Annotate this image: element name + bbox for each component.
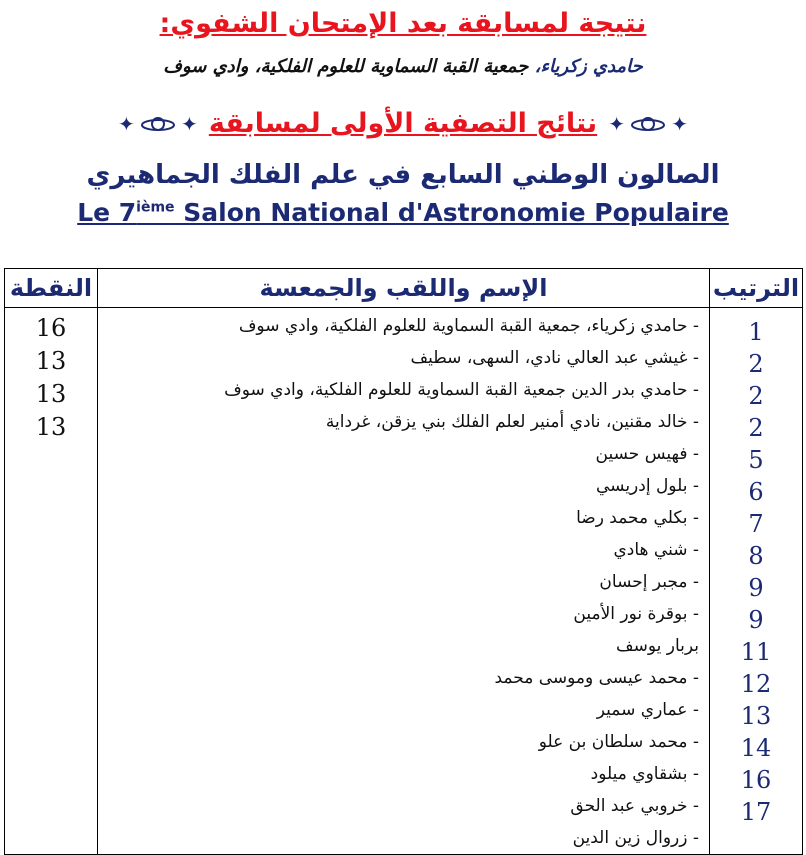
list-item: - محمد عيسى وموسى محمد bbox=[494, 668, 699, 688]
list-item: - عماري سمير bbox=[596, 700, 699, 720]
result-title bbox=[0, 8, 806, 39]
list-item: بربار يوسف bbox=[616, 636, 699, 656]
star-ornament-mid-right: ✦ bbox=[608, 111, 626, 136]
rank-cell: 12 bbox=[740, 670, 772, 698]
list-item: - خروبي عبد الحق bbox=[570, 796, 699, 816]
list-item: - محمد سلطان بن علو bbox=[538, 732, 699, 752]
rank-cell: 14 bbox=[740, 734, 772, 762]
list-item: - بشقاوي ميلود bbox=[590, 764, 699, 784]
rank-cell: 5 bbox=[748, 446, 764, 474]
salon-title-arabic: الصالون الوطني السابع في علم الفلك الجماهيري bbox=[86, 160, 720, 190]
list-item: - حامدي زكرياء، جمعية القبة السماوية للعلوم الفلكية، وادي سوف bbox=[238, 316, 699, 336]
rank-cell: 11 bbox=[740, 638, 772, 666]
rank-cell: 9 bbox=[748, 574, 764, 602]
list-item: - زروال زين الدين bbox=[572, 828, 699, 848]
list-item: - حامدي بدر الدين جمعية القبة السماوية للعلوم الفلكية، وادي سوف bbox=[224, 380, 699, 400]
winner-name: حامدي زكرياء، bbox=[534, 56, 643, 77]
rank-cell: 2 bbox=[748, 382, 764, 410]
planet-icon-right bbox=[630, 112, 666, 136]
rank-cell: 2 bbox=[748, 350, 764, 378]
table-body-row bbox=[5, 308, 803, 855]
rank-cell: 6 bbox=[748, 478, 764, 506]
rank-cell: 2 bbox=[748, 414, 764, 442]
table-header-row bbox=[5, 269, 803, 308]
list-item: - بلول إدريسي bbox=[595, 476, 699, 496]
list-item: - بوقرة نور الأمين bbox=[573, 604, 699, 624]
star-ornament-mid-left: ✦ bbox=[180, 111, 198, 136]
winner-line bbox=[0, 56, 806, 77]
star-ornament-right: ✦ bbox=[671, 111, 688, 136]
header-name: الإسم واللقب والجمعسة bbox=[98, 269, 710, 308]
planet-icon-left bbox=[140, 112, 176, 136]
score-cell: 16 bbox=[35, 314, 67, 342]
list-item: - غيشي عبد العالي نادي، السهى، سطيف bbox=[410, 348, 699, 368]
rank-cell: 13 bbox=[740, 702, 772, 730]
rank-column bbox=[710, 308, 802, 828]
winner-association: جمعية القبة السماوية للعلوم الفلكية، وادي سوف bbox=[163, 56, 529, 77]
list-item: - مجبر إحسان bbox=[599, 572, 699, 592]
score-cell: 13 bbox=[35, 413, 67, 441]
score-cell: 13 bbox=[35, 380, 67, 408]
salon-title-french: Le 7ième Salon National d'Astronomie Populaire bbox=[77, 198, 729, 227]
rank-cell: 8 bbox=[748, 542, 764, 570]
score-cell: 13 bbox=[35, 347, 67, 375]
results-table bbox=[4, 268, 803, 855]
rank-cell: 17 bbox=[740, 798, 772, 826]
list-item: - فهيس حسين bbox=[595, 444, 699, 464]
list-item: - بكلي محمد رضا bbox=[576, 508, 699, 528]
result-title-text: نتيجة لمسابقة بعد الإمتحان الشفوي: bbox=[159, 8, 647, 39]
header-rank: الترتيب bbox=[710, 269, 803, 308]
first-results-title: نتائج التصفية الأولى لمسابقة bbox=[208, 108, 598, 139]
star-ornament-left: ✦ bbox=[118, 111, 135, 136]
rank-cell: 7 bbox=[748, 510, 764, 538]
first-results-heading bbox=[0, 108, 806, 139]
header-score: النقطة bbox=[5, 269, 98, 308]
rank-cell: 9 bbox=[748, 606, 764, 634]
rank-cell: 1 bbox=[748, 318, 764, 346]
list-item: - شني هادي bbox=[613, 540, 699, 560]
rank-cell: 16 bbox=[740, 766, 772, 794]
list-item: - خالد مقنين، نادي أمنير لعلم الفلك بني يزقن، غرداية bbox=[325, 412, 699, 432]
name-column bbox=[98, 308, 709, 854]
score-column bbox=[5, 308, 97, 444]
